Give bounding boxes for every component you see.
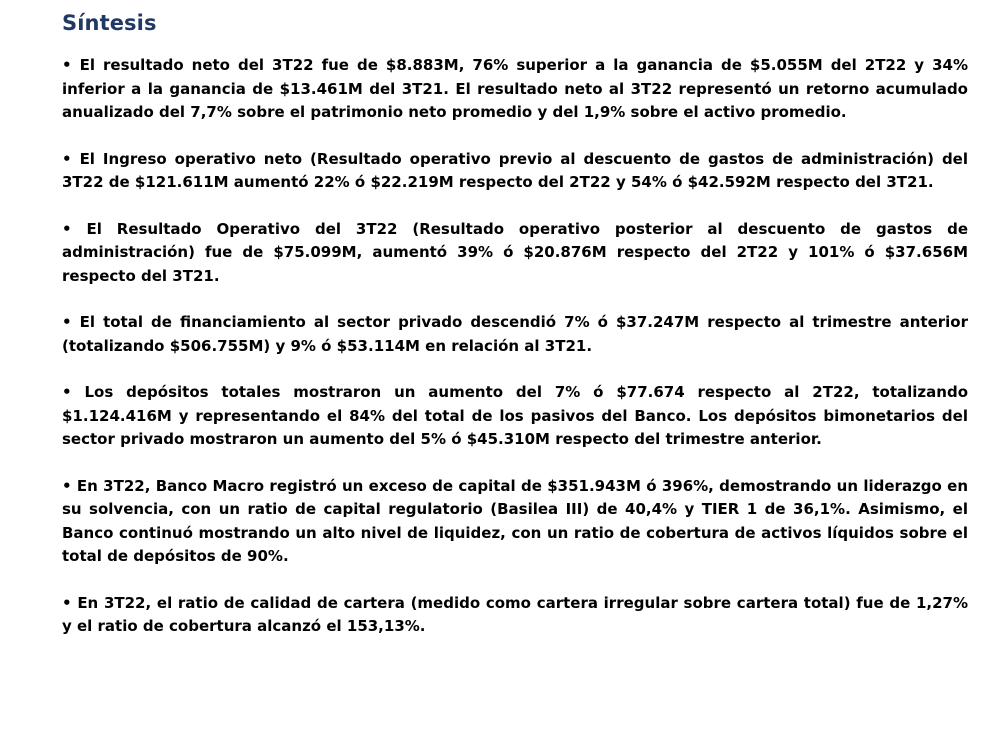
bullet-icon: •: [62, 383, 72, 401]
summary-item-capital: [62, 475, 968, 569]
bullet-icon: •: [62, 149, 72, 168]
document-page: [62, 8, 968, 662]
summary-item-portfolio-quality: [62, 592, 968, 639]
summary-item-text: Los depósitos totales mostraron un aumento del 7% ó $77.674 respecto al 2T22, totalizando $1.124.416M y representando el 84% del total de los pasivos del Banco. Los depósitos bimonetarios del sector privado mostraron un aumento del 5% ó $45.310M respecto del trimestre anterior.: [62, 383, 969, 448]
summary-item-text: En 3T22, Banco Macro registró un exceso de capital de $351.943M ó 396%, demostrando un liderazgo en su solvencia, con un ratio de capital regulatorio (Basilea III) de 40,4% y TIER 1 de 36,1%. Asimismo, el Banco continuó mostrando un alto nivel de liquidez, con un ratio de cobertura de activos líquidos sobre el total de depósitos de 90%.: [62, 476, 968, 565]
summary-item-deposits: [62, 381, 968, 452]
summary-item-text: El resultado neto del 3T22 fue de $8.883M, 76% superior a la ganancia de $5.055M del 2T22 y 34% inferior a la ganancia de $13.461M del 3T21. El resultado neto al 3T22 representó un retorno acumulado anualizado del 7,7% sobre el patrimonio neto promedio y del 1,9% sobre el activo promedio.: [62, 56, 968, 121]
summary-item-operating-result: [62, 218, 968, 289]
summary-item-text: En 3T22, el ratio de calidad de cartera (medido como cartera irregular sobre cartera total) fue de 1,27% y el ratio de cobertura alcanzó el 153,13%.: [62, 593, 968, 635]
summary-item-net-operating-income: [62, 148, 968, 195]
summary-item-text: El Ingreso operativo neto (Resultado operativo previo al descuento de gastos de administración) del 3T22 de $121.611M aumentó 22% ó $22.219M respecto del 2T22 y 54% ó $42.592M respecto del 3T21.: [62, 149, 968, 191]
bullet-icon: •: [62, 593, 72, 612]
bullet-icon: •: [62, 219, 72, 238]
page-title: Síntesis: [62, 11, 157, 35]
summary-item-net-income: [62, 54, 968, 125]
summary-item-text: El Resultado Operativo del 3T22 (Resultado operativo posterior al descuento de gastos de administración) fue de $75.099M, aumentó 39% ó $20.876M respecto del 2T22 y 101% ó $37.656M respecto del 3T21.: [62, 219, 968, 285]
summary-item-private-financing: [62, 311, 968, 358]
summary-item-text: El total de financiamiento al sector privado descendió 7% ó $37.247M respecto al trimestre anterior (totalizando $506.755M) y 9% ó $53.114M en relación al 3T21.: [62, 313, 968, 355]
bullet-icon: •: [62, 313, 72, 331]
bullet-icon: •: [62, 476, 72, 495]
bullet-icon: •: [62, 56, 72, 74]
summary-list: [62, 54, 968, 639]
